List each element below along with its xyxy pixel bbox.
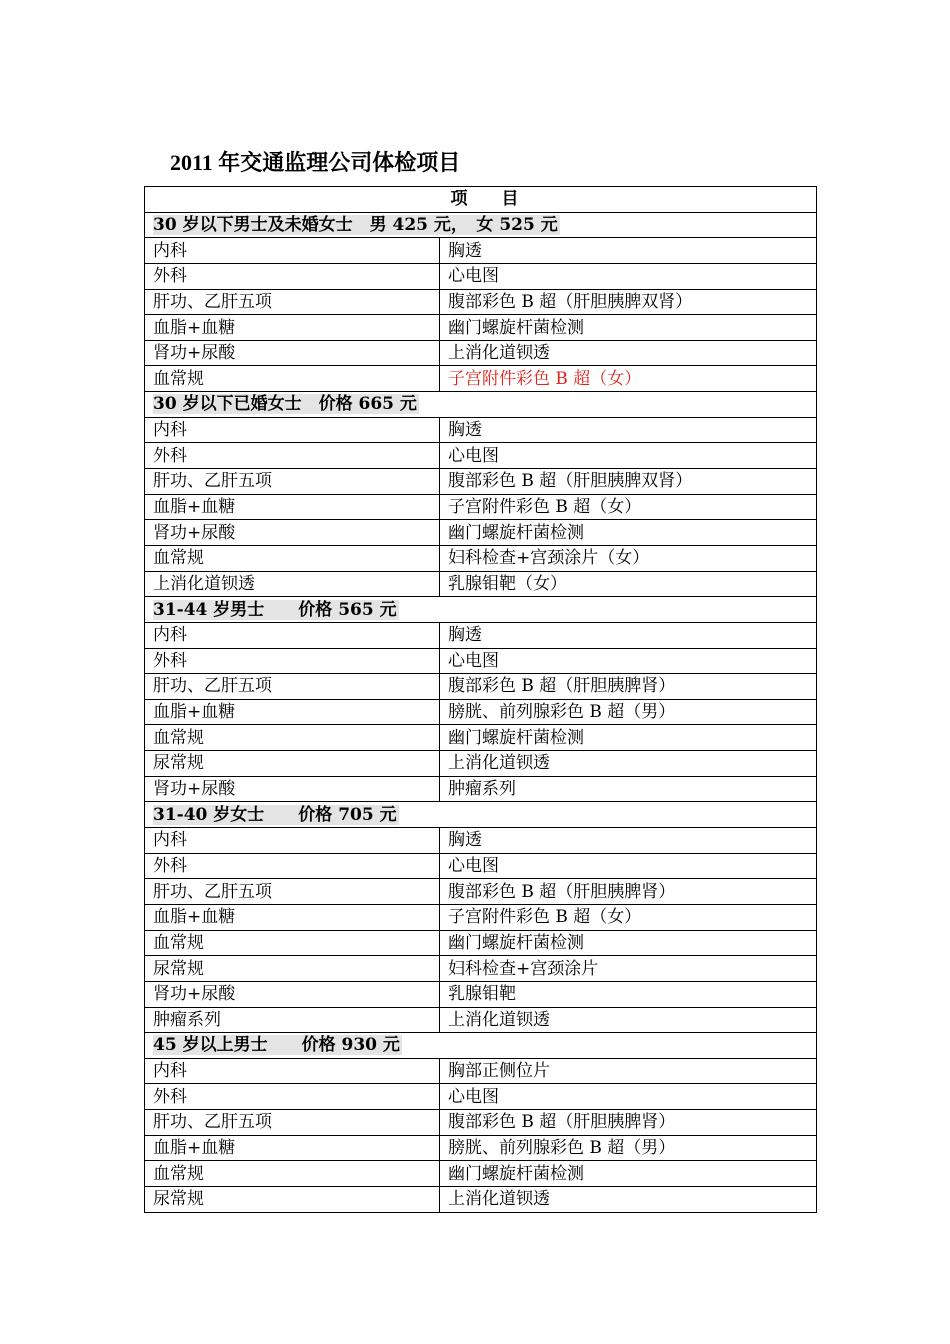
exam-item-left: 外科 [145, 648, 440, 674]
table-row [145, 622, 817, 648]
section-header-row [145, 802, 817, 828]
exam-item-right: 子宫附件彩色 B 超（女） [440, 366, 817, 392]
exam-item-right: 心电图 [440, 263, 817, 289]
exam-item-right: 乳腺钼靶（女） [440, 571, 817, 597]
exam-item-right: 腹部彩色 B 超（肝胆胰脾双肾） [440, 289, 817, 315]
exam-table-body [145, 187, 817, 1213]
exam-item-right: 膀胱、前列腺彩色 B 超（男） [440, 1135, 817, 1161]
table-row [145, 263, 817, 289]
exam-item-left: 内科 [145, 622, 440, 648]
exam-item-right: 幽门螺旋杆菌检测 [440, 1161, 817, 1187]
exam-item-right: 心电图 [440, 443, 817, 469]
section-title-cell [145, 212, 817, 238]
exam-item-right: 幽门螺旋杆菌检测 [440, 520, 817, 546]
exam-item-right: 胸透 [440, 238, 817, 264]
table-header-label: 项 目 [450, 189, 519, 210]
exam-item-left: 血脂+血糖 [145, 699, 440, 725]
table-row [145, 315, 817, 341]
table-row [145, 494, 817, 520]
exam-item-right: 腹部彩色 B 超（肝胆胰脾肾） [440, 674, 817, 700]
exam-item-left: 内科 [145, 828, 440, 854]
exam-item-right: 幽门螺旋杆菌检测 [440, 315, 817, 341]
exam-item-right: 胸部正侧位片 [440, 1058, 817, 1084]
exam-item-left: 血脂+血糖 [145, 494, 440, 520]
exam-item-left: 血常规 [145, 545, 440, 571]
exam-item-left: 肝功、乙肝五项 [145, 674, 440, 700]
section-title-cell [145, 1033, 817, 1059]
exam-item-left: 血脂+血糖 [145, 1135, 440, 1161]
section-header-row [145, 597, 817, 623]
table-row [145, 776, 817, 802]
exam-item-left: 尿常规 [145, 956, 440, 982]
section-title-cell [145, 802, 817, 828]
table-row [145, 930, 817, 956]
exam-item-right: 上消化道钡透 [440, 1007, 817, 1033]
exam-item-right: 心电图 [440, 1084, 817, 1110]
exam-item-right: 乳腺钼靶 [440, 981, 817, 1007]
section-header-row [145, 1033, 817, 1059]
table-header-row [145, 187, 817, 213]
exam-item-right: 幽门螺旋杆菌检测 [440, 725, 817, 751]
table-row [145, 1058, 817, 1084]
table-row [145, 981, 817, 1007]
table-row [145, 956, 817, 982]
table-row [145, 443, 817, 469]
exam-item-left: 肿瘤系列 [145, 1007, 440, 1033]
table-row [145, 469, 817, 495]
table-row [145, 648, 817, 674]
table-row [145, 828, 817, 854]
section-header-row [145, 212, 817, 238]
exam-item-left: 肝功、乙肝五项 [145, 1110, 440, 1136]
exam-item-right: 胸透 [440, 622, 817, 648]
exam-item-right: 上消化道钡透 [440, 751, 817, 777]
exam-item-left: 肝功、乙肝五项 [145, 469, 440, 495]
exam-item-left: 外科 [145, 853, 440, 879]
table-row [145, 366, 817, 392]
exam-item-left: 外科 [145, 443, 440, 469]
exam-item-right: 上消化道钡透 [440, 1186, 817, 1212]
exam-item-left: 内科 [145, 417, 440, 443]
exam-item-left: 肾功+尿酸 [145, 340, 440, 366]
table-row [145, 340, 817, 366]
section-title: 31-40 岁女士 价格 705 元 [153, 804, 397, 825]
exam-item-right: 上消化道钡透 [440, 340, 817, 366]
table-row [145, 571, 817, 597]
exam-item-right: 妇科检查+宫颈涂片 [440, 956, 817, 982]
table-row [145, 238, 817, 264]
exam-item-right: 腹部彩色 B 超（肝胆胰脾双肾） [440, 469, 817, 495]
table-row [145, 1161, 817, 1187]
exam-item-right: 子宫附件彩色 B 超（女） [440, 494, 817, 520]
exam-item-left: 血常规 [145, 725, 440, 751]
exam-item-left: 血常规 [145, 366, 440, 392]
exam-item-left: 外科 [145, 1084, 440, 1110]
exam-item-left: 尿常规 [145, 751, 440, 777]
exam-item-right: 胸透 [440, 417, 817, 443]
table-row [145, 1186, 817, 1212]
table-row [145, 417, 817, 443]
table-row [145, 1135, 817, 1161]
table-row [145, 699, 817, 725]
table-row [145, 853, 817, 879]
table-row [145, 289, 817, 315]
exam-item-right: 妇科检查+宫颈涂片（女） [440, 545, 817, 571]
exam-item-left: 肝功、乙肝五项 [145, 879, 440, 905]
table-row [145, 879, 817, 905]
section-title: 30 岁以下已婚女士 价格 665 元 [153, 394, 417, 415]
table-row [145, 1007, 817, 1033]
table-row [145, 904, 817, 930]
exam-item-right: 肿瘤系列 [440, 776, 817, 802]
exam-item-left: 内科 [145, 238, 440, 264]
exam-item-left: 肾功+尿酸 [145, 981, 440, 1007]
section-title: 45 岁以上男士 价格 930 元 [153, 1035, 400, 1056]
table-row [145, 545, 817, 571]
table-row [145, 674, 817, 700]
table-row [145, 520, 817, 546]
section-title: 30 岁以下男士及未婚女士 男 425 元， 女 525 元 [153, 214, 558, 235]
section-title-cell [145, 392, 817, 418]
exam-item-right: 心电图 [440, 853, 817, 879]
exam-item-right: 子宫附件彩色 B 超（女） [440, 904, 817, 930]
exam-item-left: 肝功、乙肝五项 [145, 289, 440, 315]
exam-item-right: 幽门螺旋杆菌检测 [440, 930, 817, 956]
section-title-cell [145, 597, 817, 623]
section-header-row [145, 392, 817, 418]
exam-item-left: 内科 [145, 1058, 440, 1084]
exam-item-left: 血常规 [145, 1161, 440, 1187]
table-header-cell [145, 187, 817, 213]
exam-item-left: 血脂+血糖 [145, 315, 440, 341]
exam-item-left: 上消化道钡透 [145, 571, 440, 597]
section-title: 31-44 岁男士 价格 565 元 [153, 599, 397, 620]
table-row [145, 725, 817, 751]
exam-item-right: 腹部彩色 B 超（肝胆胰脾肾） [440, 879, 817, 905]
exam-item-left: 尿常规 [145, 1186, 440, 1212]
exam-item-left: 血脂+血糖 [145, 904, 440, 930]
exam-item-left: 外科 [145, 263, 440, 289]
exam-item-right: 膀胱、前列腺彩色 B 超（男） [440, 699, 817, 725]
table-row [145, 751, 817, 777]
exam-item-right: 腹部彩色 B 超（肝胆胰脾肾） [440, 1110, 817, 1136]
table-row [145, 1110, 817, 1136]
exam-item-right: 心电图 [440, 648, 817, 674]
exam-item-left: 肾功+尿酸 [145, 776, 440, 802]
exam-items-table [144, 186, 817, 1213]
table-row [145, 1084, 817, 1110]
exam-item-left: 血常规 [145, 930, 440, 956]
exam-item-left: 肾功+尿酸 [145, 520, 440, 546]
exam-item-right: 胸透 [440, 828, 817, 854]
page-title: 2011 年交通监理公司体检项目 [170, 150, 461, 175]
